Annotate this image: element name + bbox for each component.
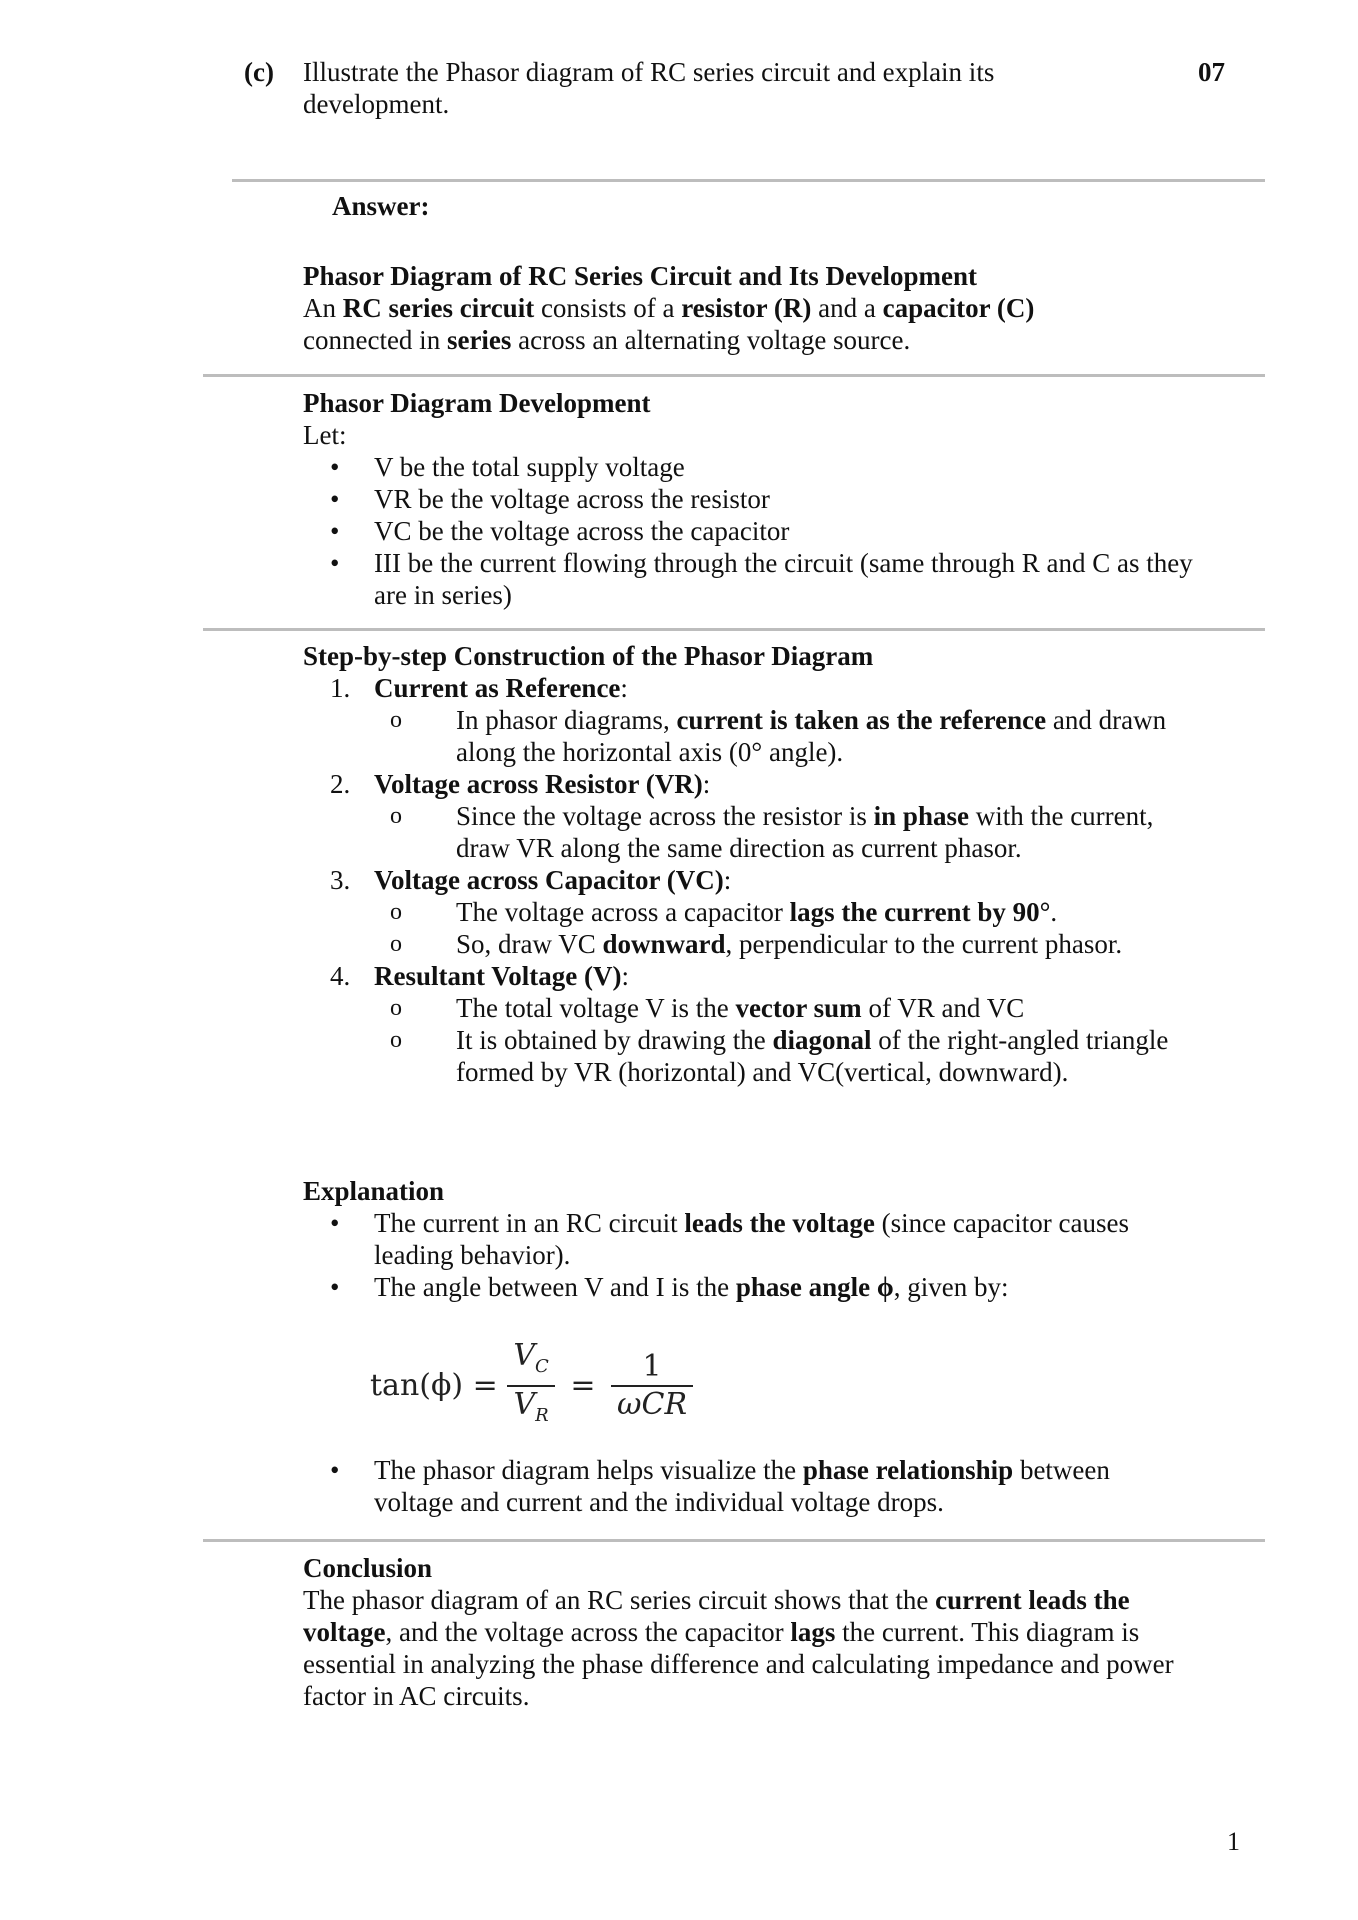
- list-item: • III be the current flowing through the circuit (same through R and C as they are in series): [320, 547, 1204, 611]
- conclusion-section: [303, 1552, 1183, 1712]
- divider: [203, 374, 1265, 377]
- step-item: 4. Resultant Voltage (V): o The total voltage V is the vector sum of VR and VC o It is obtained by drawing the diagonal of the right-angled triangle formed by VR (horizontal) and VC(vertical, downward).: [330, 960, 1190, 1088]
- sub-item: o The total voltage V is the vector sum of VR and VC: [374, 992, 1190, 1024]
- step-item: 1. Current as Reference: o In phasor diagrams, current is taken as the reference and drawn along the horizontal axis (0° angle).: [330, 672, 1190, 768]
- page-number: 1: [1227, 1827, 1240, 1856]
- development-section: [303, 387, 1203, 451]
- list-item: • The angle between V and I is the phase angle ϕ, given by:: [320, 1271, 1180, 1303]
- divider: [203, 1539, 1265, 1542]
- divider: [203, 628, 1265, 631]
- development-list: [320, 451, 1193, 611]
- sub-item: o It is obtained by drawing the diagonal of the right-angled triangle formed by VR (horizontal) and VC(vertical, downward).: [374, 1024, 1190, 1088]
- sub-item: o In phasor diagrams, current is taken as the reference and drawn along the horizontal axis (0° angle).: [374, 704, 1190, 768]
- intro-section: [303, 260, 1203, 356]
- question-label: (c): [244, 57, 274, 87]
- construction-heading: Step-by-step Construction of the Phasor Diagram: [303, 641, 874, 671]
- answer-label: Answer:: [332, 191, 430, 221]
- sub-item: o So, draw VC downward, perpendicular to the current phasor.: [374, 928, 1190, 960]
- explanation-heading: Explanation: [303, 1176, 445, 1206]
- list-item: • The current in an RC circuit leads the voltage (since capacitor causes leading behavior).: [320, 1207, 1180, 1271]
- question-marks: 07: [1198, 57, 1225, 87]
- explanation-list: [320, 1207, 1180, 1303]
- conclusion-heading: Conclusion: [303, 1553, 433, 1583]
- sub-item: o Since the voltage across the resistor is in phase with the current, draw VR along the same direction as current phasor.: [374, 800, 1190, 864]
- sub-item: o The voltage across a capacitor lags the current by 90°.: [374, 896, 1190, 928]
- list-item: • V be the total supply voltage: [320, 451, 1180, 483]
- list-item: • VC be the voltage across the capacitor: [320, 515, 1180, 547]
- list-item: • The phasor diagram helps visualize the phase relationship between voltage and current and the individual voltage drops.: [320, 1454, 1180, 1518]
- step-item: 2. Voltage across Resistor (VR): o Since the voltage across the resistor is in phase with the current, draw VR along the same direction as current phasor.: [330, 768, 1190, 864]
- intro-heading: Phasor Diagram of RC Series Circuit and Its Development: [303, 261, 977, 291]
- question-text: Illustrate the Phasor diagram of RC series circuit and explain its development.: [303, 57, 995, 119]
- phase-angle-formula: tan(ϕ) = $\frac{V_C}{V_R}$ = $\frac{1}{\text{ωCR}}$: [370, 1340, 750, 1430]
- intro-paragraph: An RC series circuit consists of a resistor (R) and a capacitor (C) connected in series across an alternating voltage source.: [303, 293, 1035, 355]
- development-let: Let:: [303, 420, 347, 450]
- construction-steps: [330, 672, 1190, 1088]
- development-heading: Phasor Diagram Development: [303, 388, 651, 418]
- divider: [232, 179, 1265, 182]
- list-item: • VR be the voltage across the resistor: [320, 483, 1180, 515]
- step-item: 3. Voltage across Capacitor (VC): o The voltage across a capacitor lags the current by 90°. o So, draw VC downward, perpendicular to the current phasor.: [330, 864, 1190, 960]
- explanation-list-2: [320, 1454, 1180, 1518]
- conclusion-paragraph: The phasor diagram of an RC series circuit shows that the current leads the voltage, and the voltage across the capacitor lags the current. This diagram is essential in analyzing the phase difference and calculating impedance and power factor in AC circuits.: [303, 1585, 1174, 1711]
